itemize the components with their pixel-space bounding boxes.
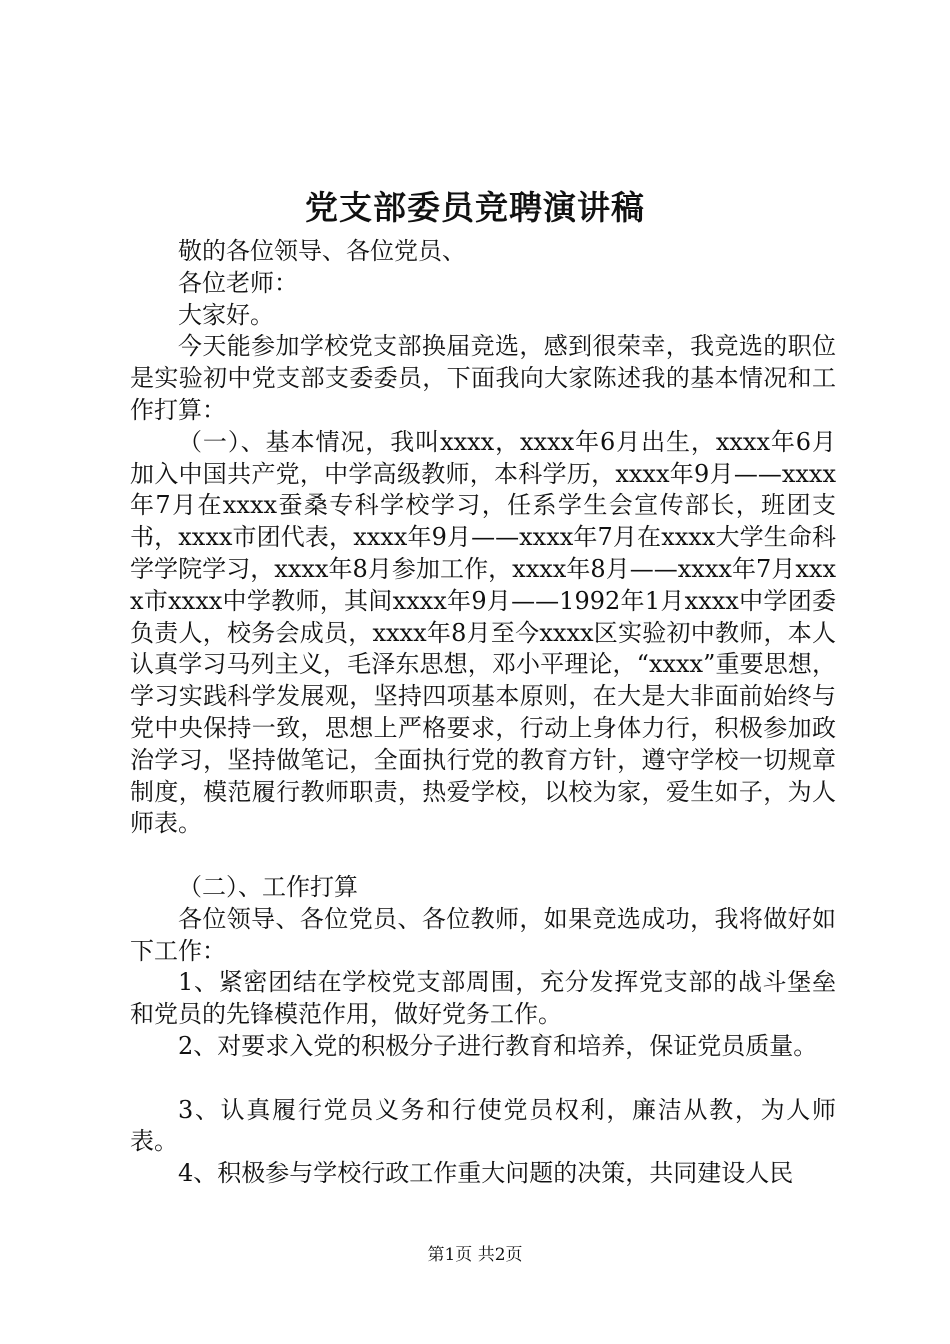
document-body [130, 236, 836, 1190]
document-title: 党支部委员竞聘演讲稿 [305, 188, 645, 227]
work-plan-item-4: 4、积极参与学校行政工作重大问题的决策，共同建设人民 [178, 1159, 794, 1188]
basic-info-paragraph: （一）、基本情况，我叫xxxx，xxxx年6月出生，xxxx年6月加入中国共产党，中学高级教师，本科学历，xxxx年9月——xxxx年7月在xxxx蚕桑专科学校学习，任系学生会宣传部长，班团支书，xxxx市团代表，xxxx年9月——xxxx年7月在xxxx大学生命科学学院学习，xxxx年8月参加工作，xxxx年8月——xxxx年7月xxxx市xxxx中学教师，其间xxxx年9月——1992年1月xxxx中学团委负责人，校务会成员，xxxx年8月至今xxxx区实验初中教师，本人认真学习马列主义，毛泽东思想，邓小平理论，“xxxx”重要思想，学习实践科学发展观，坚持四项基本原则，在大是大非面前始终与党中央保持一致，思想上严格要求，行动上身体力行，积极参加政治学习，坚持做笔记，全面执行党的教育方针，遵守学校一切规章制度，模范履行教师职责，热爱学校，以校为家，爱生如子，为人师表。 [130, 427, 836, 838]
work-plan-intro: 各位领导、各位党员、各位教师，如果竞选成功，我将做好如下工作： [130, 904, 836, 965]
greeting: 大家好。 [178, 300, 274, 329]
salutation-line-1: 敬的各位领导、各位党员、 [178, 237, 466, 265]
intro-paragraph: 今天能参加学校党支部换届竞选，感到很荣幸，我竞选的职位是实验初中党支部支委委员，下面我向大家陈述我的基本情况和工作打算： [130, 332, 836, 424]
work-plan-item-3: 3、认真履行党员义务和行使党员权利，廉洁从教，为人师表。 [130, 1095, 836, 1156]
work-plan-heading: （二）、工作打算 [178, 872, 358, 901]
salutation-line-2: 各位老师： [178, 268, 298, 297]
work-plan-item-2: 2、对要求入党的积极分子进行教育和培养，保证党员质量。 [178, 1031, 818, 1060]
page-number-footer: 第1页 共2页 [427, 1245, 523, 1265]
work-plan-item-1: 1、紧密团结在学校党支部周围，充分发挥党支部的战斗堡垒和党员的先锋模范作用，做好党务工作。 [130, 968, 836, 1029]
